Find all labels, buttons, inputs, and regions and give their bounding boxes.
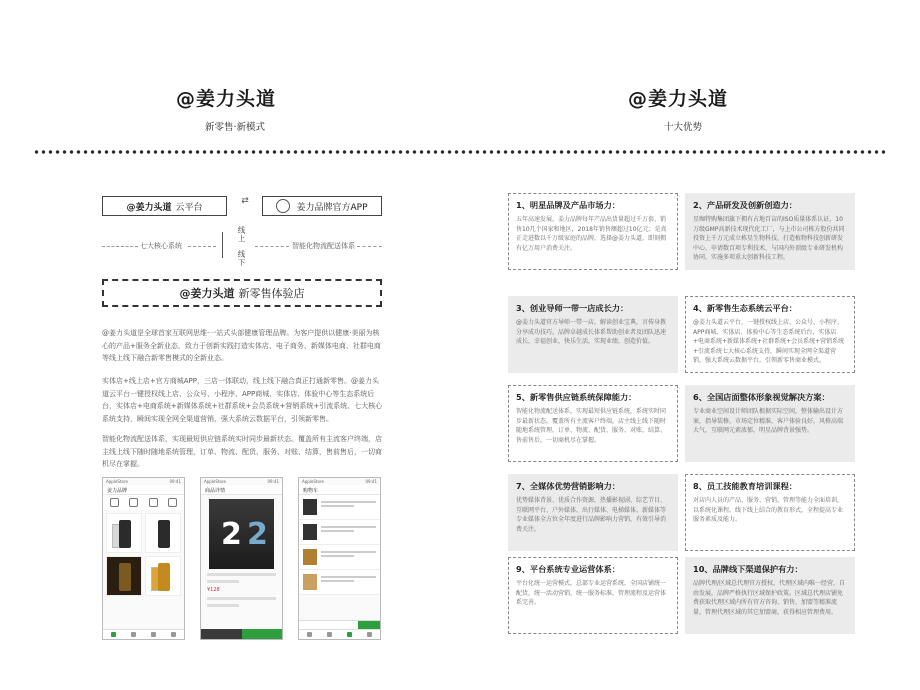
product-card — [106, 513, 142, 553]
experience-store-box — [102, 279, 382, 307]
status-time: 09:41 — [365, 479, 377, 484]
advantage-text: 智能化物流配送体系，实现最短供应链系统，系统实时同步最新状态。覆盖所有主流客户终端，店主线上线下随时随地系统管理，订单、物流、配货、服务、对账、结算、售前售后，一切商机尽在掌握。 — [516, 408, 667, 444]
seven-systems-label: 七大核心系统 — [140, 242, 182, 250]
advantage-card-8 — [685, 474, 855, 551]
dash-line-mid-right — [255, 246, 289, 247]
intro-paragraph-3: 智能化物流配送体系，实现最短供应链系统实时同步最新状态。覆盖所有主流客户终端，店主线上线下随时随地系统管理，订单、物流、配货、服务、对账、结算，售前售后，一切商机尽在掌握。 — [102, 435, 382, 468]
status-text: AppleStore — [204, 479, 226, 484]
advantage-card-10 — [685, 557, 855, 634]
hero-number: 2 — [221, 517, 242, 552]
advantage-text: 星咖特购集团旗下拥有占地百亩的ISO质量体系认证，10万级GMP高新技术现代化工厂，与上市公司栋方股份共同投资上千万元成立栋星生物科技，打造植物科技创新研发中心，申请数百项专利技术，与国内外顶级专业研发机构协同，实施多项重大创新科技工程。 — [693, 216, 845, 261]
official-app-box — [262, 196, 382, 216]
category-icon — [110, 498, 119, 507]
advantage-title: 1、明星品牌及产品市场力： — [516, 200, 620, 210]
advantage-title: 2、产品研发及创新创造力： — [693, 200, 797, 210]
advantage-card-5 — [508, 385, 678, 462]
intro-paragraph-2: 实体店+线上店+官方商城APP，三店一体联动，线上线下融合真正打通新零售。@姜力头道云平台一键授权线上店、公众号、小程序、APP商城、实体店、体验中心等生态系统后台，实体店+电商系统+新媒体系统+社群系统+会员系统+营销系统+引流系统、七大核心系统支持，瞬间实现全网全渠道营销，强大系统云数据平台，引领新零售。 — [102, 377, 383, 423]
advantage-title: 6、全国店面整体形象视觉解决方案： — [693, 392, 830, 402]
advantage-text: 专业商业空间设计师团队根据实际空间，整体输出设计方案，指导装修，市场定位精准，客户体验良好，风格高端大气，互联网元素浓郁，明星品牌背景强势。 — [693, 408, 844, 434]
advantage-card-4 — [685, 296, 855, 373]
category-tab-icon — [327, 632, 332, 637]
user-icon — [367, 632, 372, 637]
cart-icon — [347, 632, 352, 637]
intro-paragraph-1: @姜力头道是全球首家互联网思维·一站式头部健康管理品牌。为客户提供以健康·美丽为核心的产品+服务全新业态，致力于创新实践打造实体店、电子商务、新媒体电商、社群电商等线上线下融合新零售模式的全新业态。 — [102, 329, 381, 362]
vip-icon — [149, 498, 158, 507]
hero-number-alt: 2 — [247, 517, 268, 552]
advantage-card-9 — [508, 557, 678, 634]
advantage-card-3 — [508, 296, 678, 373]
dash-line-left — [102, 246, 138, 247]
purchase-buttons — [201, 629, 282, 639]
status-time: 09:41 — [169, 479, 181, 484]
advantage-text: @姜力头道官方导师一带一店，解读创业宝典，言传身教分享成功技巧，品牌卓越成长体系帮助创业者及团队迅速成长，幸福创业，快乐生活，实现业绩，创造价值。 — [516, 319, 667, 345]
advantage-text: 对店内人员的产品、服务、营销、管理等能力全面培训，以系统化课程，线下线上结合的教育形式，全程提高专业服务素质及能力。 — [693, 497, 844, 523]
advantage-title: 8、员工技能教育培训课程： — [693, 481, 797, 491]
category-tab-icon — [131, 632, 136, 637]
phone-screenshot-home — [102, 477, 185, 640]
advantage-card-1 — [508, 193, 678, 270]
phone-header: 商品详情 — [201, 485, 282, 495]
phone-status-bar — [299, 478, 380, 485]
product-grid — [103, 510, 184, 599]
advantage-title: 3、创业导师一带一店成长力： — [516, 303, 629, 313]
phone-status-bar — [103, 478, 184, 485]
status-time: 09:41 — [267, 479, 279, 484]
checkout-bar — [299, 620, 380, 629]
advantage-card-6 — [685, 385, 855, 462]
phone-tab-bar — [103, 629, 184, 639]
advantage-card-2 — [685, 193, 855, 270]
phone-icon-row — [103, 495, 184, 510]
home-icon — [307, 632, 312, 637]
service-icon — [168, 498, 177, 507]
home-icon — [111, 632, 116, 637]
brand-title-left: @姜力头道 — [176, 88, 277, 110]
advantage-text: 优势媒体背景、优质合作资源，热播影视剧、综艺节目、互联网平台、户外媒体、出行媒体、电梯媒体、新媒体等专业媒体全方位全年度进行品牌影响力营销，有效引导消费关注。 — [516, 497, 667, 533]
text-line — [207, 573, 276, 576]
cart-item — [299, 570, 380, 595]
status-text: AppleStore — [302, 479, 324, 484]
offline-label: 线下 — [237, 250, 246, 267]
phone-screenshot-detail — [200, 477, 283, 640]
cart-icon — [151, 632, 156, 637]
advantage-title: 7、全媒体优势营销影响力： — [516, 481, 620, 491]
status-text: AppleStore — [106, 479, 128, 484]
experience-label: 新零售体验店 — [238, 287, 305, 300]
text-line — [207, 580, 239, 583]
app-label: 姜力品牌官方APP — [296, 202, 368, 213]
brand-logo-icon — [276, 199, 290, 213]
product-price: ¥128 — [207, 587, 220, 593]
cart-item — [299, 495, 380, 520]
phone-status-bar — [201, 478, 282, 485]
add-cart-button — [201, 629, 242, 639]
phone-screenshot-cart — [298, 477, 381, 640]
advantage-text: 五年高速发展，姜力品牌每年产品出货量超过千万套、销售10几个国家和地区，2018年销售额超过10亿元；是真正走进数以千万级家庭的品牌，选择@姜力头道，即刻拥有亿万用户消费关注。 — [516, 216, 667, 252]
phone-header: 购物车 — [299, 485, 380, 495]
experience-brand: @姜力头道 — [179, 287, 235, 300]
advantage-title: 9、平台系统专业运营体系： — [516, 564, 620, 574]
buy-now-button — [242, 629, 283, 639]
cart-item — [299, 545, 380, 570]
advantage-title: 5、新零售供应链系统保障能力： — [516, 392, 637, 402]
cloud-brand: @姜力头道 — [126, 202, 172, 213]
text-line — [207, 604, 239, 607]
advantage-text: @姜力头道云平台，一键授权线上店、公众号、小程序、APP商城、实体店、体验中心等生态系统后台，实体店+电商系统+新媒体系统+社群系统+会员系统+营销系统+引流系统七大核心系统支持，瞬间实现全网全渠道营销，强大系统云数据平台，引领新零售商业模式。 — [693, 319, 845, 364]
user-icon — [171, 632, 176, 637]
product-card — [106, 556, 142, 596]
dash-line-right — [357, 246, 382, 247]
product-hero-image — [209, 499, 274, 569]
coupon-icon — [129, 498, 138, 507]
subtitle-left: 新零售·新模式 — [205, 122, 266, 133]
dotted-divider — [33, 150, 887, 154]
advantage-card-7 — [508, 474, 678, 551]
swap-arrows-icon: ⇄ — [241, 196, 249, 206]
brand-title-right: @姜力头道 — [628, 88, 729, 110]
phone-header: 姜力品牌 — [103, 485, 184, 495]
cloud-label: 云平台 — [175, 202, 203, 213]
cart-item — [299, 520, 380, 545]
advantage-title: 4、新零售生态系统云平台： — [693, 303, 797, 313]
advantage-title: 10、品牌线下渠道保护有力： — [693, 564, 803, 574]
subtitle-right: 十大优势 — [664, 122, 703, 133]
dash-line-mid-left — [188, 246, 216, 247]
advantage-text: 平台化统一运营模式，总部专业运营系统，全国店铺统一配货，统一活动营销，统一服务标准，管理流程及运营体系完善。 — [516, 580, 667, 606]
online-label: 线上 — [237, 226, 246, 243]
divider-vertical — [222, 232, 223, 258]
cloud-platform-box — [102, 196, 227, 216]
advantage-text: 品牌代理/区域总代理官方授权，代理区域内唯一经营，自由发展，品牌严格执行区域保护政策。区域总代理店铺免费获取代理区域内所有官方咨询、销售，加盟等精准流量，管理代理区域的其它加盟商，获得相应管理费用。 — [693, 580, 846, 616]
phone-tab-bar — [299, 629, 380, 639]
product-card — [145, 513, 181, 553]
text-line — [207, 597, 276, 600]
logistics-label: 智能化物流配送体系 — [292, 242, 355, 250]
product-card — [145, 556, 181, 596]
